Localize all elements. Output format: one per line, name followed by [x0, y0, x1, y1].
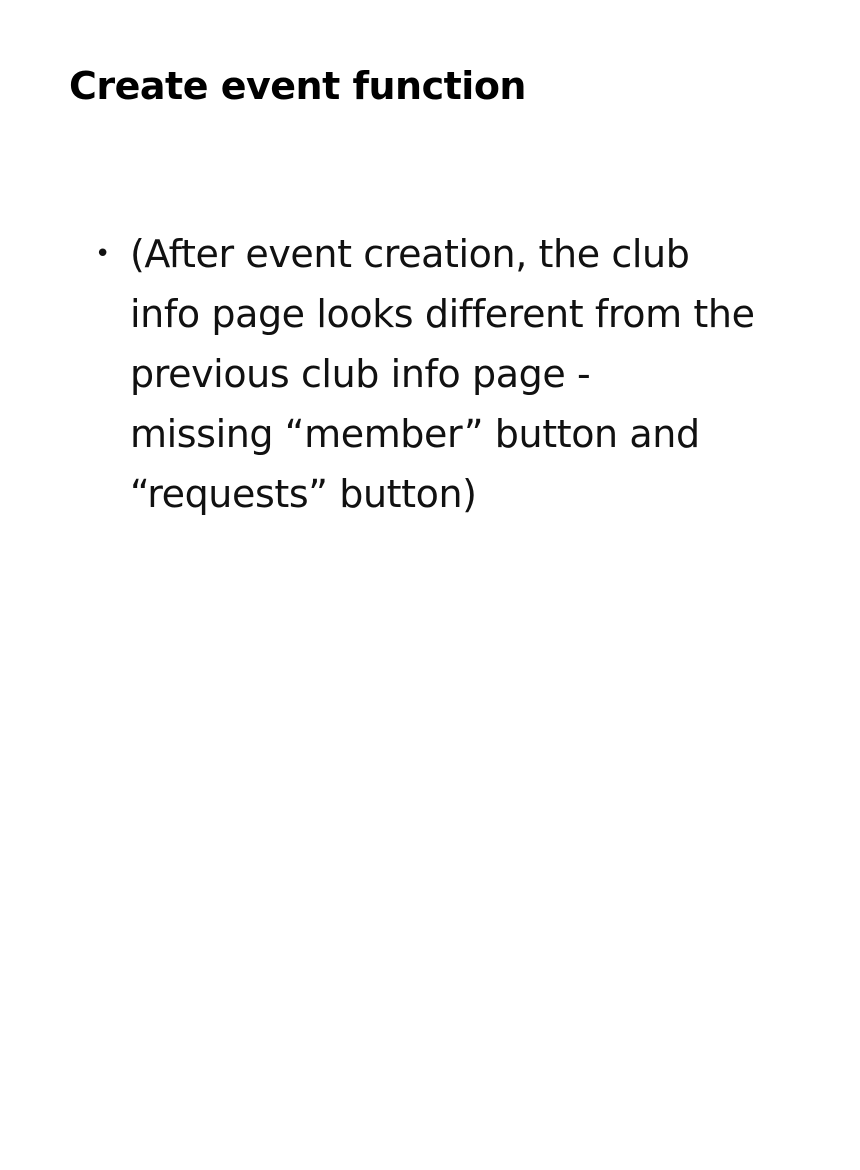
list-item — [95, 224, 810, 524]
bullet-text — [130, 224, 810, 524]
bullet-text-line: info page looks different from the — [130, 292, 755, 336]
page-title: Create event function — [69, 64, 526, 108]
bullet-text-line: missing “member” button and — [130, 412, 700, 456]
bullet-text-line: previous club info page - — [130, 352, 591, 396]
bullet-text-line: “requests” button) — [130, 472, 477, 516]
bullet-icon: • — [95, 239, 111, 269]
bullet-list — [0, 224, 810, 524]
bullet-text-line: (After event creation, the club — [130, 232, 690, 276]
